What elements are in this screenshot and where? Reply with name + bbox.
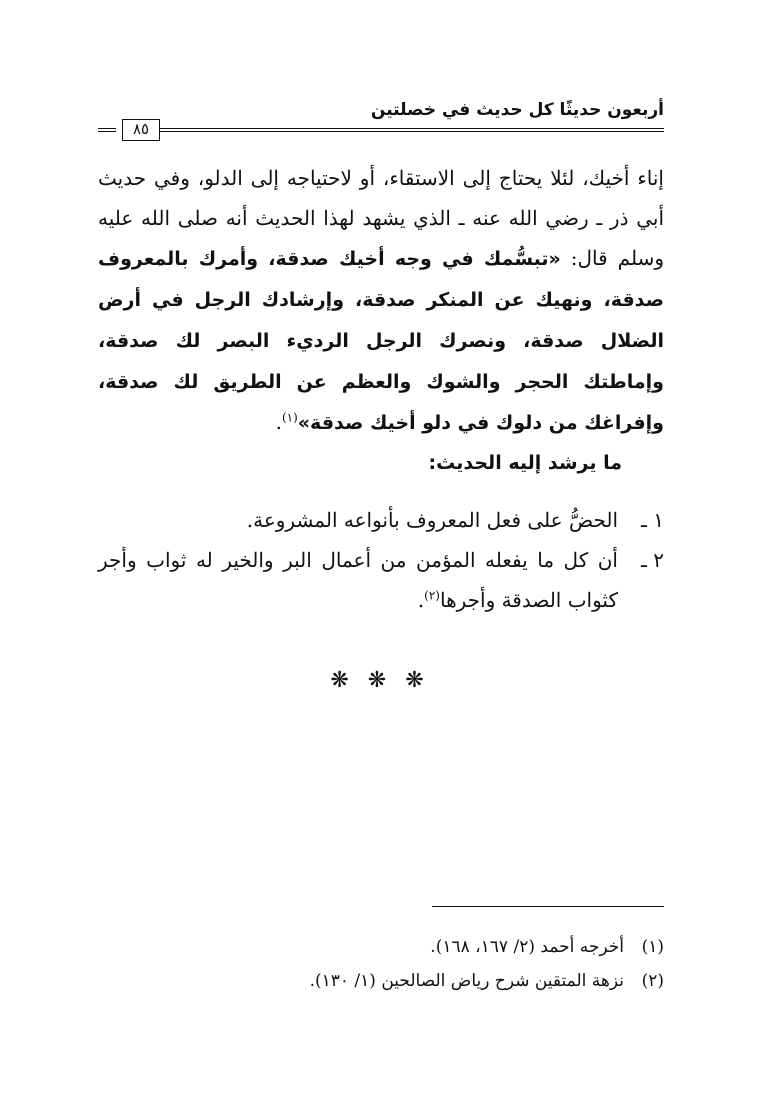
header-dash-rule [98, 128, 116, 132]
list-item [98, 500, 664, 540]
footnote-number: (٢) [641, 971, 664, 991]
section-separator-stars: ❋ ❋ ❋ [330, 668, 430, 693]
footnote-number: (١) [641, 937, 664, 957]
running-title: أربعون حديثًا كل حديث في خصلتين [370, 100, 664, 120]
page-header [98, 92, 664, 148]
point-text-container [98, 540, 618, 620]
point-text: أن كل ما يفعله المؤمن من أعمال البر والخير له ثواب وأجر كثواب الصدقة وأجرها [98, 548, 618, 612]
footnote-text: نزهة المتقين شرح رياض الصالحين (١/ ١٣٠). [309, 971, 624, 991]
header-double-rule [160, 128, 664, 132]
list-item [98, 540, 664, 620]
footnote-ref-1: (١) [281, 410, 298, 425]
footnote-text: أخرجه أحمد (٢/ ١٦٧، ١٦٨). [430, 937, 624, 957]
footnote-item [98, 930, 664, 964]
points-list [98, 500, 664, 620]
hadith-quote: «تبسُّمك في وجه أخيك صدقة، وأمرك بالمعروف صدقة، ونهيك عن المنكر صدقة، وإرشادك الرجل في أرض الضلال صدقة، ونصرك الرجل الرديء البصر لك صدقة، وإماطتك الحجر والشوك والعظم عن الطريق لك صدقة، وإفراغك من دلوك في دلو أخيك صدقة» [98, 248, 664, 434]
section-heading: ما يرشد إليه الحديث: [428, 452, 622, 474]
footnotes [98, 930, 664, 998]
point-text: الحضُّ على فعل المعروف بأنواعه المشروعة. [246, 508, 618, 532]
page-number: ٨٥ [122, 119, 160, 141]
point-number: ٢ ـ [641, 548, 664, 572]
main-paragraph [98, 158, 664, 443]
footnote-item [98, 964, 664, 998]
end-mark: . [275, 410, 282, 434]
footnote-rule [432, 906, 664, 907]
intro-text: إناء أخيك، لئلا يحتاج إلى الاستقاء، أو لاحتياجه إلى الدلو، وفي حديث أبي ذر ـ رضي الله عنه ـ الذي يشهد لهذا الحديث أنه صلى الله عليه وسلم قال: [98, 166, 664, 270]
point-number: ١ ـ [641, 508, 664, 532]
footnote-ref-2: (٢) [424, 588, 440, 603]
end-mark: . [417, 588, 425, 612]
